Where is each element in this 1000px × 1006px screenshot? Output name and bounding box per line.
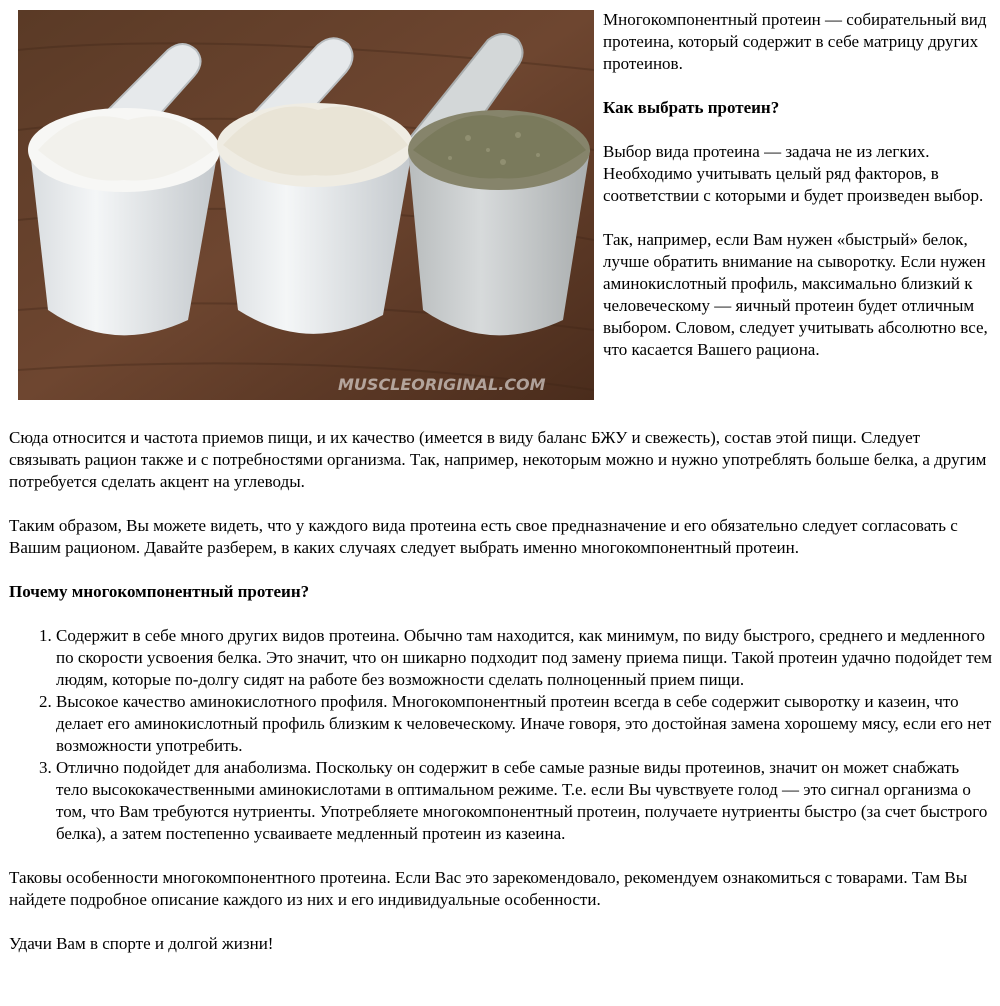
heading-how-to-choose: Как выбрать протеин? xyxy=(603,98,780,117)
reasons-list xyxy=(9,625,994,845)
photo-watermark: MUSCLEORIGINAL.COM xyxy=(338,375,546,394)
intro-paragraph: Многокомпонентный протеин — собирательный вид протеина, который содержит в себе матрицу других протеинов. xyxy=(603,10,987,73)
sidebar-text xyxy=(603,9,993,383)
main-text xyxy=(9,427,994,977)
protein-scoops-photo xyxy=(18,10,594,400)
paragraph-choice: Выбор вида протеина — задача не из легких. Необходимо учитывать целый ряд факторов, в соответствии с которыми и будет произведен выбор. xyxy=(603,142,984,205)
list-item: 3. Отлично подойдет для анаболизма. Поскольку он содержит в себе самые разные виды протеинов, значит он может снабжать тело высококачественными аминокислотами в оптимальном режиме. Т.е. если Вы чувствуете голод — это сигнал организма о том, что Вам требуются нутриенты. Употребляете многокомпонентный протеин, получаете нутриенты быстро (за счет быстрого белка), а затем постепенно усваиваете медленный протеин из казеина. xyxy=(56,757,994,845)
protein-scoops-illustration xyxy=(18,10,594,400)
paragraph-conclusion: Таковы особенности многокомпонентного протеина. Если Вас это зарекомендовало, рекомендуем ознакомиться с товарами. Там Вы найдете подробное описание каждого из них и его индивидуальные особенности. xyxy=(9,868,968,909)
list-item: 2. Высокое качество аминокислотного профиля. Многокомпонентный протеин всегда в себе содержит сыворотку и казеин, что делает его аминокислотный профиль близким к человеческому. Иначе говоря, это достойная замена хорошему мясу, если его нет возможности употребить. xyxy=(56,691,994,757)
list-item: 1. Содержит в себе много других видов протеина. Обычно там находится, как минимум, по виду быстрого, среднего и медленного по скорости усвоения белка. Это значит, что он шикарно подходит под замену приема пищи. Такой протеин удачно подойдет тем людям, которые по-долгу сидят на работе без возможности сделать полноценный прием пищи. xyxy=(56,625,994,691)
paragraph-purpose: Таким образом, Вы можете видеть, что у каждого вида протеина есть свое предназначение и его обязательно следует согласовать с Вашим рационом. Давайте разберем, в каких случаях следует выбрать именно многокомпонентный протеин. xyxy=(9,516,958,557)
heading-why-multicomponent: Почему многокомпонентный протеин? xyxy=(9,582,310,601)
paragraph-diet: Сюда относится и частота приемов пищи, и их качество (имеется в виду баланс БЖУ и свежесть), состав этой пищи. Следует связывать рацион также и с потребностями организма. Так, например, некоторым можно и нужно употреблять больше белка, а другим потребуется сделать акцент на углеводы. xyxy=(9,428,987,491)
closing-line: Удачи Вам в спорте и долгой жизни! xyxy=(9,934,274,953)
paragraph-example: Так, например, если Вам нужен «быстрый» белок, лучше обратить внимание на сыворотку. Если нужен аминокислотный профиль, максимально близкий к человеческому — яичный протеин будет отличным выбором. Словом, следует учитывать абсолютно все, что касается Вашего рациона. xyxy=(603,230,988,359)
